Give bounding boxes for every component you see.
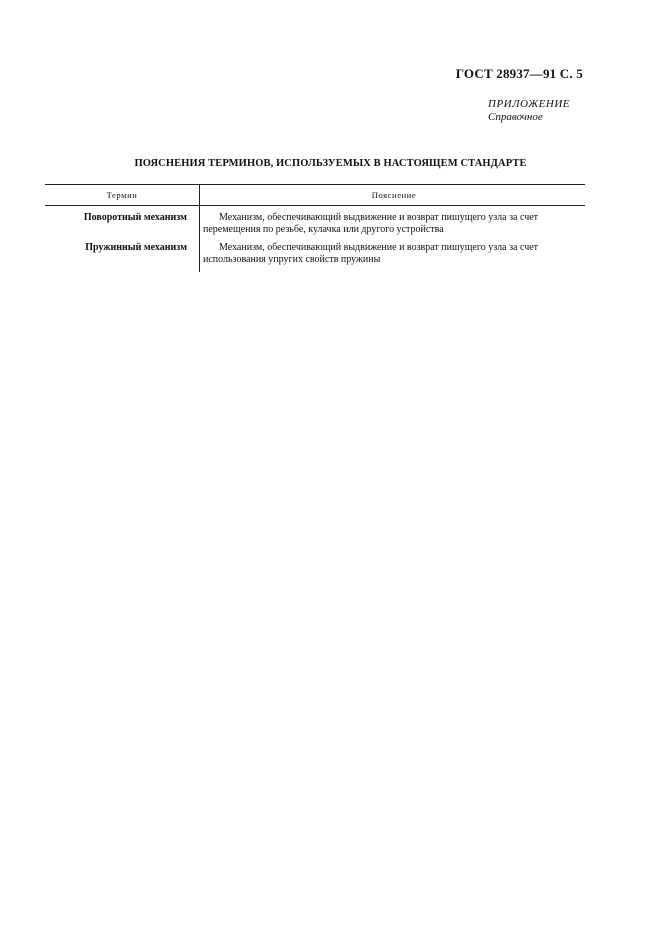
appendix-type: Справочное	[488, 111, 543, 123]
document-code: ГОСТ 28937—91 С. 5	[455, 66, 583, 81]
explanation-text: Механизм, обеспечивающий выдвижение и возврат пишущего узла за счет использования упругих свойств пружины	[203, 242, 539, 265]
appendix-block	[488, 98, 570, 124]
explanation-cell	[200, 206, 585, 236]
term-cell: Пружинный механизм	[45, 236, 200, 272]
header-explanation: Пояснение	[371, 190, 417, 200]
explanation-cell	[200, 236, 585, 272]
header-term: Термин	[45, 185, 200, 205]
explanation-text: Механизм, обеспечивающий выдвижение и возврат пишущего узла за счет перемещения по резьбе, кулачка или другого устройства	[203, 212, 539, 235]
table-header-row	[45, 185, 585, 205]
terms-table	[45, 184, 585, 272]
term-cell: Поворотный механизм	[45, 206, 200, 236]
table-row	[45, 206, 585, 236]
page-title: ПОЯСНЕНИЯ ТЕРМИНОВ, ИСПОЛЬЗУЕМЫХ В НАСТОЯЩЕМ СТАНДАРТЕ	[134, 158, 527, 169]
table-row	[45, 236, 585, 272]
appendix-label: ПРИЛОЖЕНИЕ	[488, 98, 570, 110]
